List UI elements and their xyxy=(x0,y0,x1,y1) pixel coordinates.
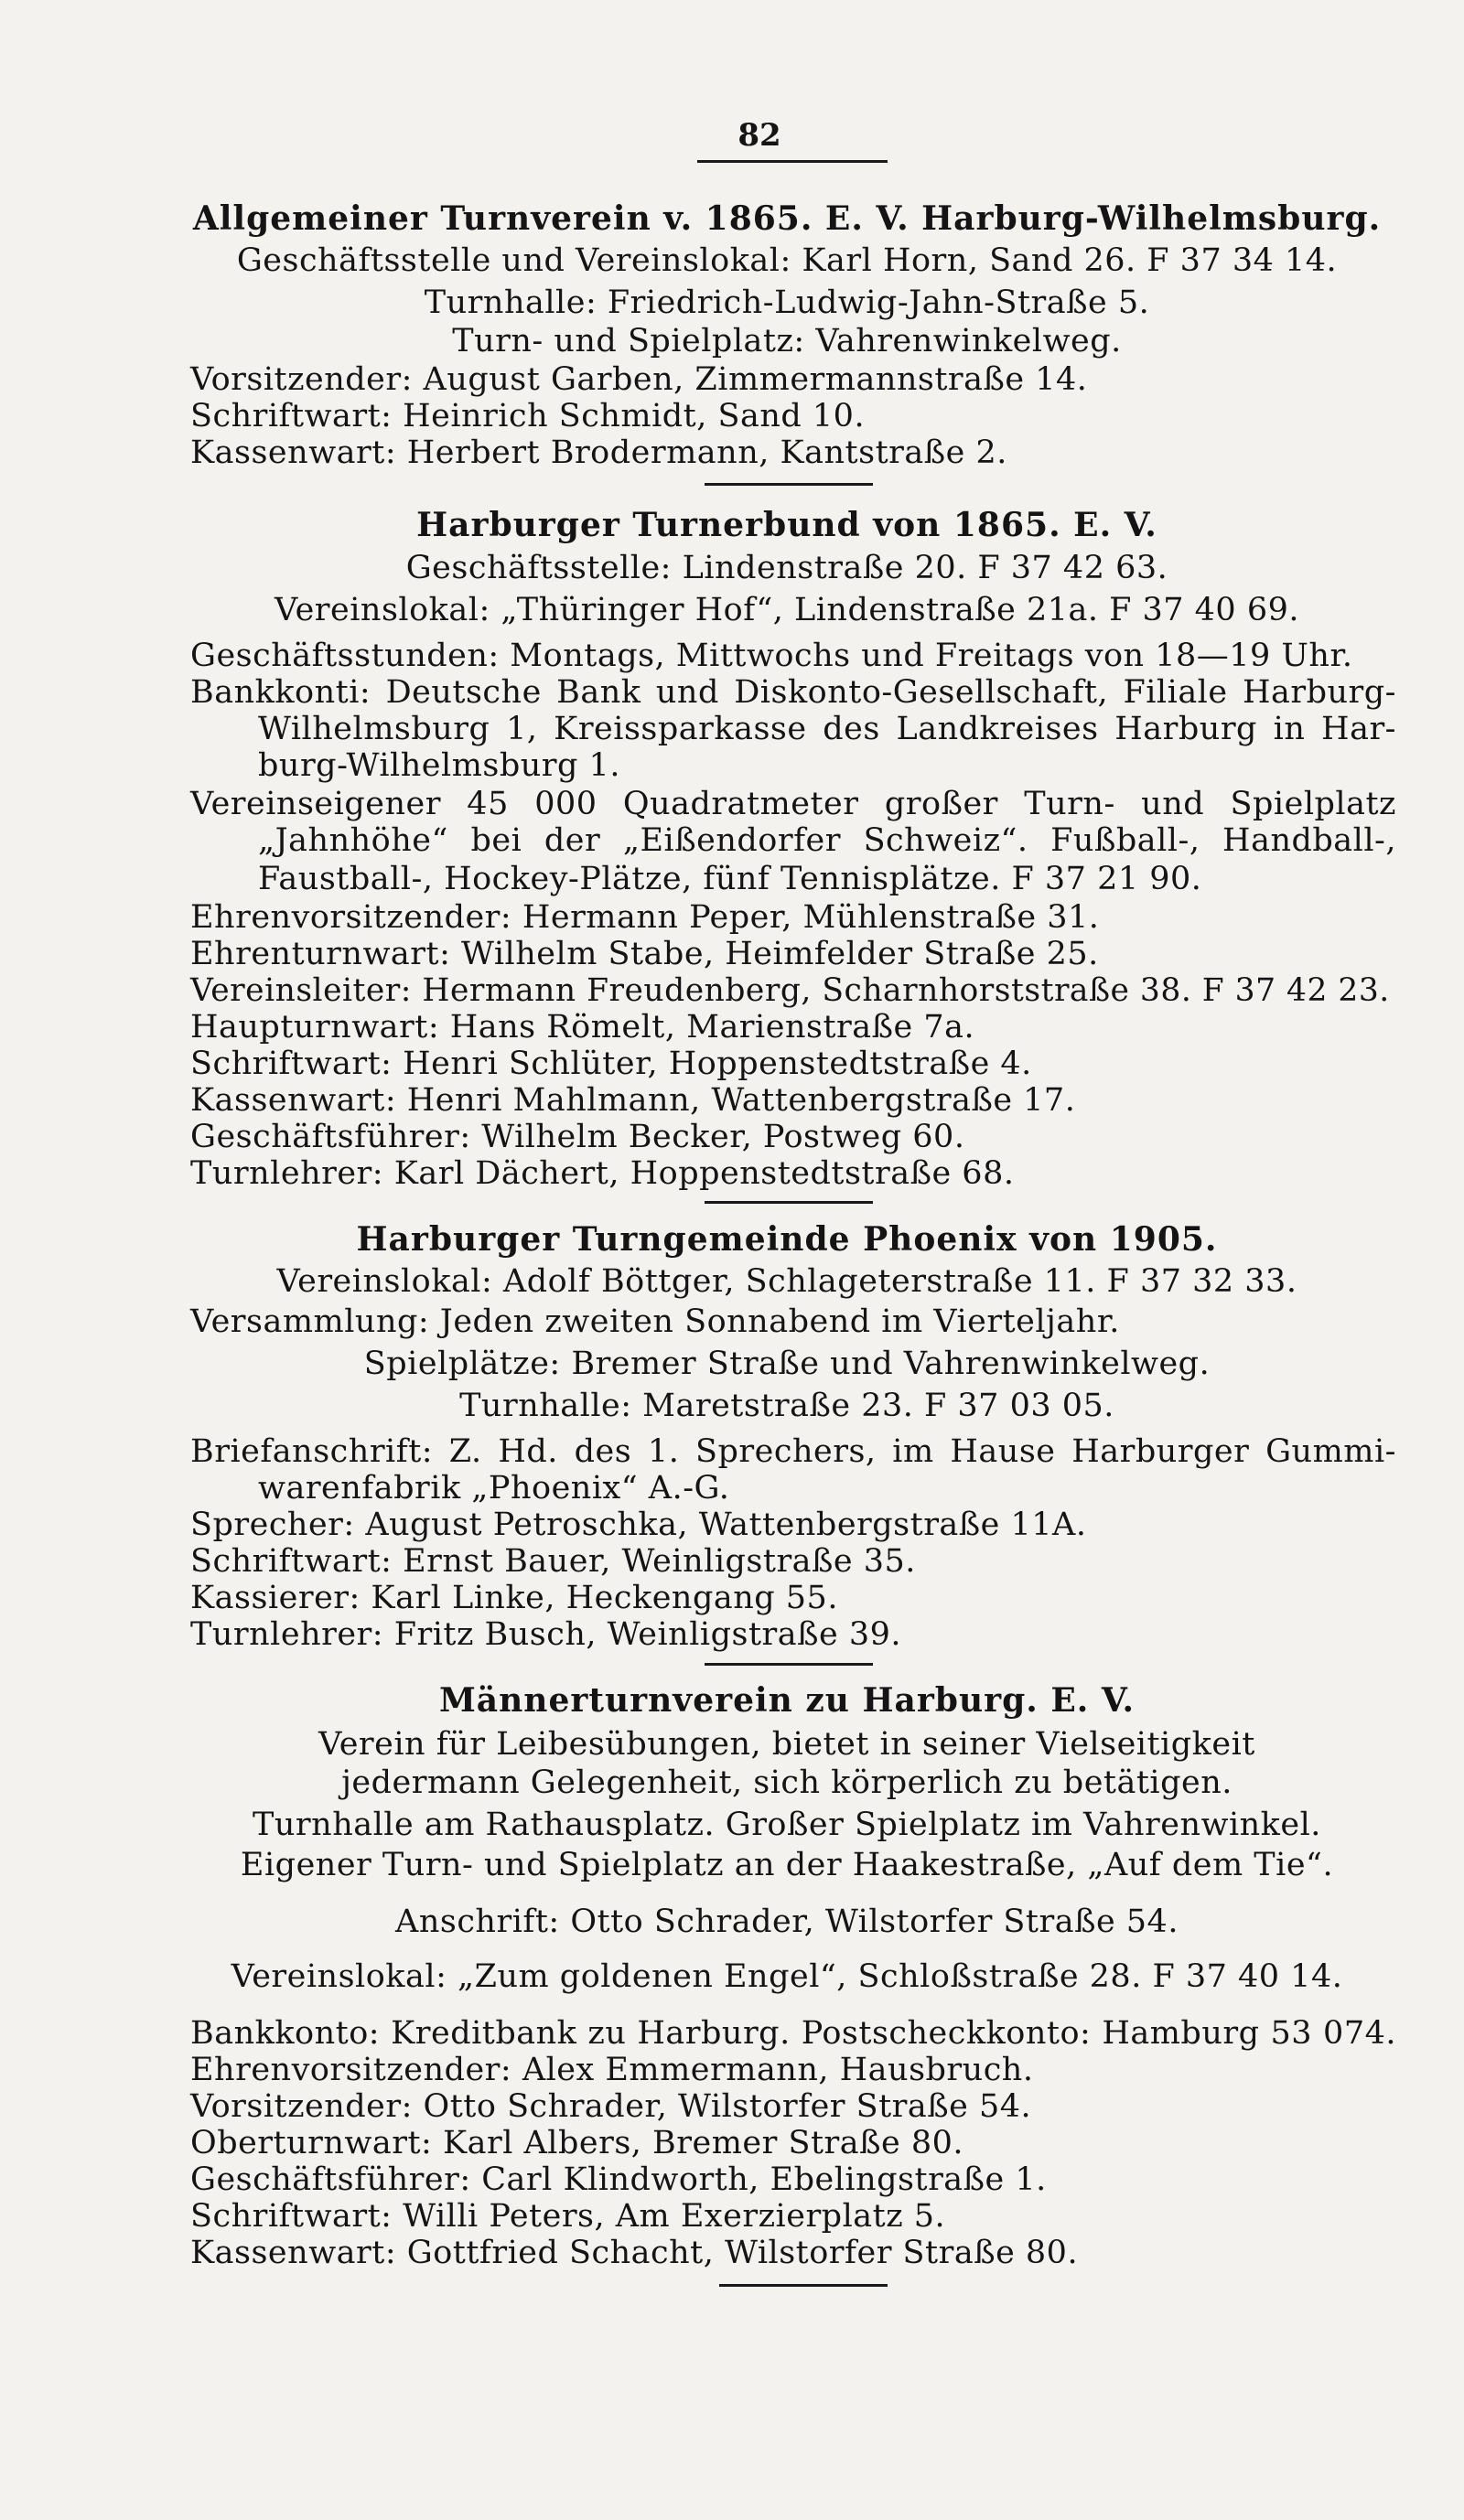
text-line: Briefanschrift: Z. Hd. des 1. Sprechers, im Hause Harburger Gummi- xyxy=(190,1433,1396,1470)
text-line: Ehrenvorsitzender: Alex Emmermann, Hausbruch. xyxy=(190,2052,1034,2088)
text-line: „Jahnhöhe“ bei der „Eißendorfer Schweiz“. Fußball-, Handball-, xyxy=(258,822,1396,859)
text-line: warenfabrik „Phoenix“ A.-G. xyxy=(258,1470,730,1507)
text-line: Vereinslokal: Adolf Böttger, Schlageterstraße 11. F 37 32 33. xyxy=(276,1263,1297,1300)
text-line: Kassenwart: Herbert Brodermann, Kantstraße 2. xyxy=(190,434,1007,471)
text-line: Geschäftsführer: Wilhelm Becker, Postweg 60. xyxy=(190,1119,965,1155)
section-heading: Harburger Turngemeinde Phoenix von 1905. xyxy=(356,1220,1218,1259)
text-line: Vereinslokal: „Zum goldenen Engel“, Schloßstraße 28. F 37 40 14. xyxy=(231,1958,1343,1995)
text-line: Geschäftsstelle: Lindenstraße 20. F 37 42 63. xyxy=(405,550,1168,586)
text-line: Turnlehrer: Fritz Busch, Weinligstraße 39. xyxy=(190,1616,902,1653)
text-line: Eigener Turn- und Spielplatz an der Haakestraße, „Auf dem Tie“. xyxy=(240,1847,1334,1883)
text-line: Vorsitzender: August Garben, Zimmermannstraße 14. xyxy=(190,361,1088,398)
text-line: Spielplätze: Bremer Straße und Vahrenwinkelweg. xyxy=(363,1346,1211,1382)
text-line: Haupturnwart: Hans Römelt, Marienstraße 7a. xyxy=(190,1009,975,1046)
text-line: Vorsitzender: Otto Schrader, Wilstorfer Straße 54. xyxy=(190,2088,1032,2125)
page-number: 82 xyxy=(737,117,781,154)
text-line: Vereinslokal: „Thüringer Hof“, Lindenstraße 21a. F 37 40 69. xyxy=(274,592,1299,628)
text-line: Vereinseigener 45 000 Quadratmeter großer Turn- und Spielplatz xyxy=(190,786,1396,822)
text-line: Oberturnwart: Karl Albers, Bremer Straße 80. xyxy=(190,2125,963,2161)
text-line: Geschäftsführer: Carl Klindworth, Ebelingstraße 1. xyxy=(190,2161,1047,2198)
text-line: Schriftwart: Ernst Bauer, Weinligstraße 35. xyxy=(190,1543,916,1580)
text-line: Kassenwart: Henri Mahlmann, Wattenbergstraße 17. xyxy=(190,1082,1076,1119)
section-divider xyxy=(719,2284,888,2287)
text-line: Turnlehrer: Karl Dächert, Hoppenstedtstraße 68. xyxy=(190,1155,1015,1192)
text-line: Wilhelmsburg 1, Kreissparkasse des Landkreises Harburg in Har- xyxy=(258,711,1396,747)
text-line: Versammlung: Jeden zweiten Sonnabend im Vierteljahr. xyxy=(190,1303,1120,1340)
text-line: Ehrenturnwart: Wilhelm Stabe, Heimfelder Straße 25. xyxy=(190,936,1099,972)
section-heading: Harburger Turnerbund von 1865. E. V. xyxy=(416,506,1157,544)
text-line: Geschäftsstunden: Montags, Mittwochs und Freitags von 18—19 Uhr. xyxy=(190,638,1353,674)
text-line: Anschrift: Otto Schrader, Wilstorfer Straße 54. xyxy=(395,1903,1179,1940)
text-line: Ehrenvorsitzender: Hermann Peper, Mühlenstraße 31. xyxy=(190,899,1100,936)
text-line: burg-Wilhelmsburg 1. xyxy=(258,747,620,784)
text-line: Bankkonto: Kreditbank zu Harburg. Postscheckkonto: Hamburg 53 074. xyxy=(190,2015,1396,2052)
text-line: Faustball-, Hockey-Plätze, fünf Tennisplätze. F 37 21 90. xyxy=(258,861,1202,897)
text-line: Bankkonti: Deutsche Bank und Diskonto-Gesellschaft, Filiale Harburg- xyxy=(190,674,1396,711)
section-divider xyxy=(705,1663,873,1666)
section-divider xyxy=(705,1201,873,1204)
section-heading: Allgemeiner Turnverein v. 1865. E. V. Harburg-Wilhelmsburg. xyxy=(192,199,1382,238)
text-line: Geschäftsstelle und Vereinslokal: Karl Horn, Sand 26. F 37 34 14. xyxy=(236,242,1338,279)
page-number-rule xyxy=(697,160,888,163)
section-heading: Männerturnverein zu Harburg. E. V. xyxy=(438,1681,1136,1720)
text-line: Sprecher: August Petroschka, Wattenbergstraße 11A. xyxy=(190,1507,1087,1543)
text-line: Turnhalle: Friedrich-Ludwig-Jahn-Straße 5. xyxy=(424,284,1150,321)
text-line: Turnhalle: Maretstraße 23. F 37 03 05. xyxy=(459,1388,1114,1424)
text-line: Kassierer: Karl Linke, Heckengang 55. xyxy=(190,1580,838,1616)
text-line: Vereinsleiter: Hermann Freudenberg, Scharnhorststraße 38. F 37 42 23. xyxy=(190,972,1390,1009)
text-line: Kassenwart: Gottfried Schacht, Wilstorfer Straße 80. xyxy=(190,2235,1079,2271)
text-line: Verein für Leibesübungen, bietet in seiner Vielseitigkeit xyxy=(318,1726,1255,1763)
text-line: Schriftwart: Willi Peters, Am Exerzierplatz 5. xyxy=(190,2198,946,2235)
text-line: Schriftwart: Heinrich Schmidt, Sand 10. xyxy=(190,398,866,434)
text-line: Turnhalle am Rathausplatz. Großer Spielplatz im Vahrenwinkel. xyxy=(253,1807,1321,1843)
text-line: Schriftwart: Henri Schlüter, Hoppenstedtstraße 4. xyxy=(190,1046,1032,1082)
text-line: Turn- und Spielplatz: Vahrenwinkelweg. xyxy=(452,323,1122,359)
section-divider xyxy=(705,483,873,486)
text-line: jedermann Gelegenheit, sich körperlich zu betätigen. xyxy=(341,1764,1233,1801)
